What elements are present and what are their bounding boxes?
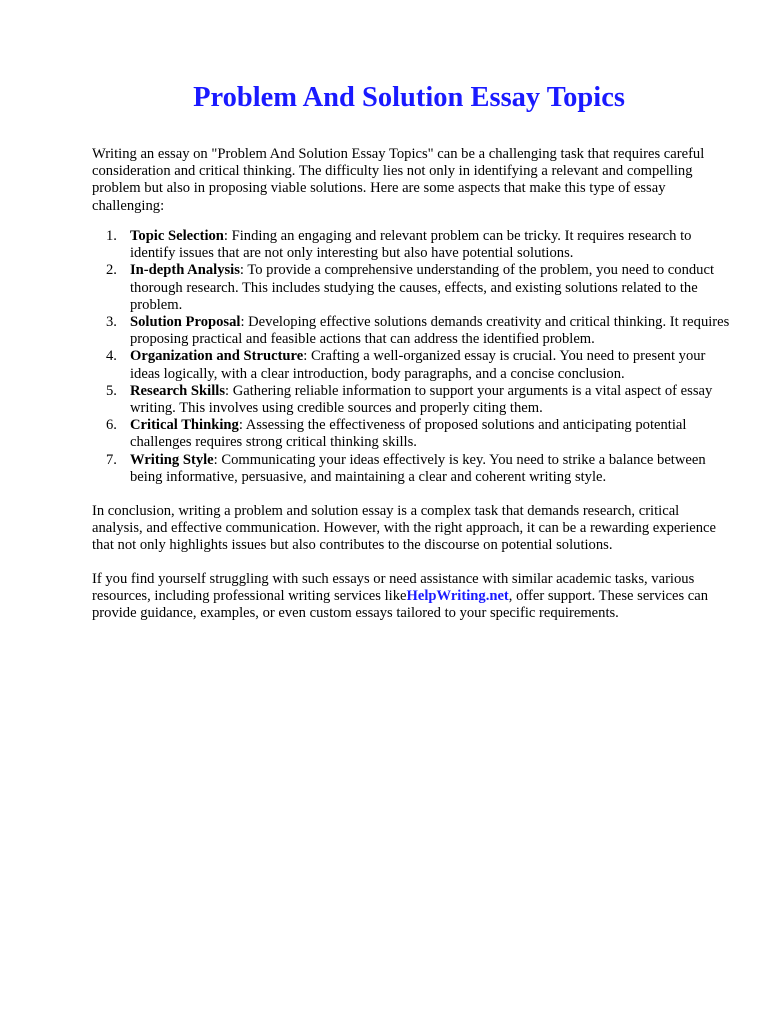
list-item [92,383,732,417]
list-item-term: Solution Proposal [130,314,241,331]
page-title: Problem And Solution Essay Topics [193,82,625,113]
list-item-term: In-depth Analysis [130,262,240,279]
list-item-number: 6. [106,417,117,434]
list-item-text: : Gathering reliable information to support your arguments is a vital aspect of essay writing. This involves using credible sources and properly citing them. [130,382,713,417]
list-item [92,348,732,382]
list-item-number: 3. [106,314,117,331]
closing-paragraph [92,571,732,623]
list-item [92,228,732,262]
list-item-number: 7. [106,451,117,468]
list-item-text: : To provide a comprehensive understanding of the problem, you need to conduct thorough research. This includes studying the causes, effects, and existing solutions related to the problem. [130,262,715,313]
list-item-number: 2. [106,262,117,279]
list-item-text: : Assessing the effectiveness of proposed solutions and anticipating potential challenges requires strong critical thinking skills. [130,417,687,451]
list-item-term: Topic Selection [130,228,224,244]
list-item [92,417,732,451]
closing-text-after-link: , offer support. These services can provide guidance, examples, or even custom essays tailored to your specific requirements. [92,588,709,622]
closing-text-before-link: If you find yourself struggling with such essays or need assistance with similar academic tasks, various resources, including professional writing services like [92,571,695,605]
list-item-term: Research Skills [130,382,226,399]
list-item-term: Critical Thinking [130,417,239,434]
list-item-term: Writing Style [130,451,214,468]
list-item-text: : Communicating your ideas effectively is key. You need to strike a balance between being informative, persuasive, and maintaining a clear and coherent writing style. [130,451,706,485]
conclusion-paragraph: In conclusion, writing a problem and solution essay is a complex task that demands research, critical analysis, and effective communication. However, with the right approach, it can be a rewarding experience that not only highlights issues but also contributes to the discourse on potential solutions. [92,503,716,554]
list-item [92,314,732,348]
intro-paragraph: Writing an essay on "Problem And Solution Essay Topics" can be a challenging task that requires careful consideration and critical thinking. The difficulty lies not only in identifying a relevant and compelling problem but also in proposing viable solutions. Here are some aspects that make this type of essay challenging: [92,146,705,214]
list-item [92,452,732,486]
list-item-text: : Finding an engaging and relevant problem can be tricky. It requires research to identify issues that are not only interesting but also have potential solutions. [130,228,692,262]
list-item-number: 4. [106,348,117,365]
helpwriting-link[interactable]: HelpWriting.net [406,588,509,605]
list-item-text: : Crafting a well-organized essay is crucial. You need to present your ideas logically, with a clear introduction, body paragraphs, and a concise conclusion. [130,348,706,382]
challenges-list [92,228,732,486]
list-item-text: : Developing effective solutions demands creativity and critical thinking. It requires proposing practical and feasible actions that can address the identified problem. [130,314,730,348]
list-item-number: 1. [106,228,117,244]
list-item-term: Organization and Structure [130,348,304,365]
list-item [92,262,732,314]
list-item-number: 5. [106,382,117,399]
